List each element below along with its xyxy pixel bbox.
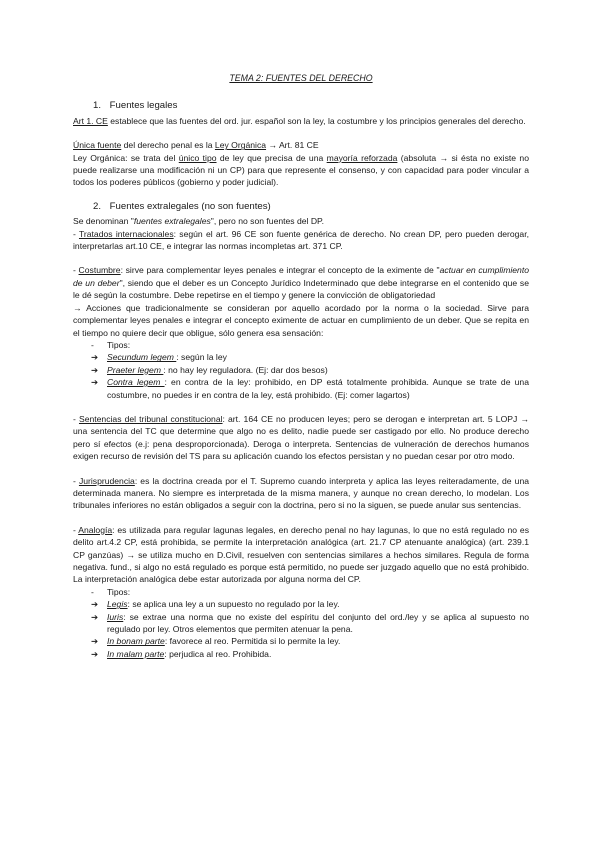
list-text: : según la ley — [176, 352, 227, 363]
list-item — [73, 364, 529, 376]
underlined-term: mayoría reforzada — [326, 152, 398, 163]
list-item — [73, 611, 529, 636]
dash: - — [73, 413, 79, 424]
document-body — [73, 72, 529, 660]
italic-term: Iuris — [107, 611, 124, 622]
list-text: : se extrae una norma que no existe del espíritu del conjunto del ord./ley y se aplica al supuesto no regulado por ley. Otros elementos que permiten atenuar la pena. — [107, 611, 529, 635]
arrow-icon: ➔ — [91, 364, 99, 375]
list-item — [73, 598, 529, 610]
document-title: TEMA 2: FUENTES DEL DERECHO — [229, 73, 373, 83]
paragraph-text: : sirve para complementar leyes penales e integrar el concepto de la eximente de " — [120, 265, 440, 276]
paragraph — [73, 228, 529, 253]
paragraph-text: : es la doctrina creada por el T. Supremo cuando interpreta y aplica las leyes reiteradamente, de una determinada manera. No siempre es interpretada de la misma manera, y aunque no crean derecho, lo modelan. Los tribunales inferiores no están obligados a seguir con la doctrina, pero si no la siguen, se puede anular sus sentencias. — [73, 475, 529, 511]
dash: - — [91, 339, 94, 350]
underlined-term: Analogía — [78, 524, 113, 535]
list-text: : se aplica una ley a un supuesto no regulado por la ley. — [127, 599, 340, 610]
paragraph-text: del derecho penal es la — [121, 140, 215, 151]
paragraph-text: ", pero no son fuentes del DP. — [210, 216, 325, 227]
paragraph-text: establece que las fuentes del ord. jur. español son la ley, la costumbre y los principios generales del derecho. — [107, 115, 526, 126]
list-label: Tipos: — [107, 339, 131, 350]
section-heading-1 — [93, 100, 529, 112]
paragraph-text: → Art. 81 CE — [266, 140, 319, 151]
section-title: Fuentes legales — [109, 100, 178, 112]
italic-term: Secundum legem — [107, 352, 177, 363]
paragraph-text: Se denominan " — [73, 216, 134, 227]
underlined-term: único tipo — [178, 152, 217, 163]
arrow-icon: ➔ — [91, 599, 99, 610]
dash: - — [73, 265, 79, 276]
dash: - — [73, 228, 79, 239]
dash: - — [91, 586, 94, 597]
underlined-term: Costumbre — [78, 265, 121, 276]
paragraph — [73, 413, 529, 463]
italic-term: Legis — [107, 599, 128, 610]
section-number: 2. — [93, 200, 102, 212]
paragraph-text: Ley Orgánica: se trata del — [73, 152, 179, 163]
list-item — [73, 586, 529, 598]
section-number: 1. — [93, 100, 102, 112]
paragraph — [73, 215, 529, 227]
underlined-term: Tratados internacionales — [78, 228, 174, 239]
paragraph-text: de ley que precisa de una — [216, 152, 327, 163]
analogia-tipos-list — [73, 586, 529, 660]
list-item — [73, 339, 529, 351]
article-ref: Art 1. CE — [73, 115, 108, 126]
underlined-term: Ley Orgánica — [214, 140, 267, 151]
italic-term: In bonam parte — [107, 636, 165, 647]
paragraph — [73, 264, 529, 301]
italic-term: Praeter legem — [107, 364, 164, 375]
arrow-icon: ➔ — [91, 636, 99, 647]
underlined-term: Jurisprudencia — [78, 475, 135, 486]
paragraph — [73, 152, 529, 189]
paragraph — [73, 139, 529, 151]
underlined-term: Única fuente — [73, 140, 122, 151]
list-text: : no hay ley reguladora. (Ej: dar dos besos) — [163, 364, 328, 375]
list-text: : favorece al reo. Permitida si lo permite la ley. — [164, 636, 341, 647]
paragraph — [73, 475, 529, 512]
list-item — [73, 635, 529, 647]
list-label: Tipos: — [107, 586, 131, 597]
list-item — [73, 648, 529, 660]
underlined-term: Sentencias del tribunal constitucional — [78, 413, 223, 424]
dash: - — [73, 524, 79, 535]
paragraph-text: : art. 164 CE no producen leyes; pero se derogan e interpretan art. 5 LOPJ → una sentencia del TC que determine que algo no es delito, nadie puede ser castigado por ello. No produce derecho pero sí efectos (e.j: pena desproporcionada). Deroga o interpreta. Sentencias de vulneración de derechos humanos exigen recurso de revisión del TS para su aplicación cuando los efectos persistan y no puedan cesar por otro modo. — [73, 413, 529, 462]
arrow-icon: ➔ — [91, 377, 99, 388]
costumbre-tipos-list — [73, 339, 529, 401]
paragraph-text: (absoluta → si ésta no existe no puede realizarse una modificación ni un CP) para que represente el consenso, y con capacidad para poder vincular a todos los poderes públicos (gobierno y poder judicial). — [73, 152, 529, 188]
section-title: Fuentes extralegales (no son fuentes) — [109, 200, 271, 212]
paragraph — [73, 524, 529, 586]
paragraph: → Acciones que tradicionalmente se consideran por aquello acordado por la norma o la sociedad. Sirve para complementar leyes penales e integrar el concepto eximente de actuar en cumplimiento de un deber. Que se repita en el tiempo no quiere decir que obligue, sólo genera esa sensación: — [73, 302, 529, 338]
arrow-icon: ➔ — [91, 352, 99, 363]
italic-term: In malam parte — [107, 648, 165, 659]
dash: - — [73, 475, 79, 486]
list-item — [73, 351, 529, 363]
section-heading-2 — [93, 201, 529, 213]
list-text: : perjudica al reo. Prohibida. — [164, 648, 272, 659]
italic-term: fuentes extralegales — [133, 216, 211, 227]
paragraph-text: : según el art. 96 CE son fuente genérica de derecho. No crean DP, pero pueden derogar, interpretarlas art.10 CE, e integrar las normas incompletas art. 371 CP. — [73, 228, 529, 252]
list-item — [73, 376, 529, 401]
paragraph-text: ", siendo que el deber es un Concepto Jurídico Indeterminado que debe integrarse en el contenido que se le dé según la costumbre. Debe repetirse en el tiempo y genere la convicción de obligatoriedad — [73, 277, 529, 301]
paragraph — [73, 115, 529, 127]
arrow-icon: ➔ — [91, 611, 99, 622]
arrow-icon: ➔ — [91, 648, 99, 659]
list-text: : en contra de la ley: prohibido, en DP está totalmente prohibida. Aunque se trate de una costumbre, no puedes ir en contra de la ley, está prohibido. (Ej: comer lagartos) — [107, 377, 529, 400]
paragraph-text: : es utilizada para regular lagunas legales, en derecho penal no hay lagunas, lo que no está regulado no es delito art.4.2 CP, está prohibida, se permite la interpretación analógica (art. 21.7 CP atenuante analógica) (art. 239.1 CP ganzúas) → se utiliza mucho en D.Civil, resuelven con sentencias similares a hechos similares. Regula de forma negativa. fund., si algo no está regulado es porque está permitido, no puede ser juzgado aquello que no está prohibido. La interpretación analógica debe estar autorizada por alguna norma del CP. — [73, 524, 529, 585]
italic-term: actuar en cumplimiento de un deber — [73, 265, 529, 288]
italic-term: Contra legem — [107, 377, 165, 388]
